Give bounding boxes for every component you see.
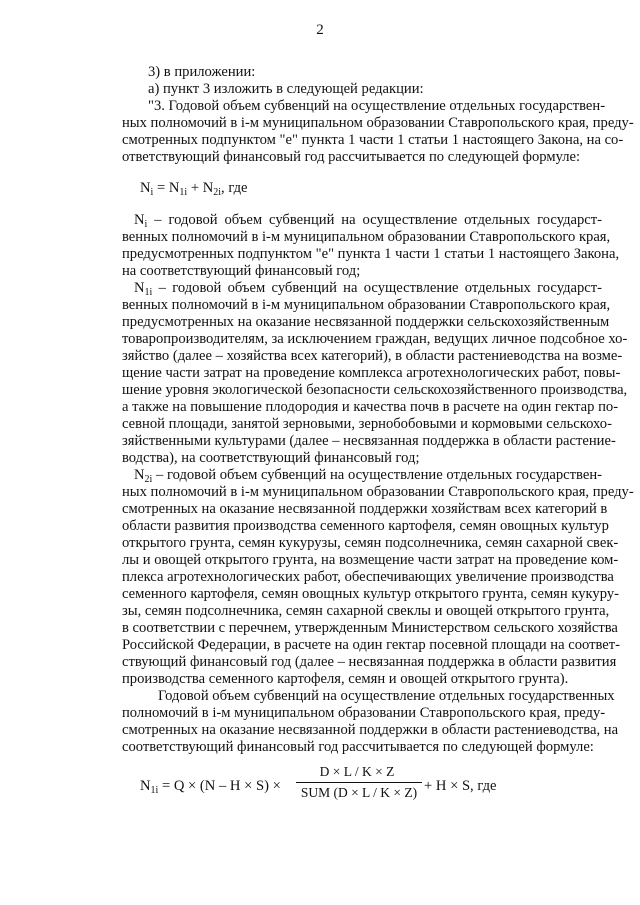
annual-para-line: полномочий в i-м муниципальном образовании Ставропольского края, преду-	[122, 705, 606, 721]
fraction-bar	[296, 782, 422, 783]
def-n1i-line: $N_{1i}$ – годовой объем субвенций на осуществление отдельных государст-	[134, 280, 602, 298]
def-n1i-line: зяйственными культурами (далее – несвязанная поддержка в области растение-	[122, 433, 616, 449]
def-n1i-line: предусмотренных на оказание несвязанной поддержки сельскохозяйственным	[122, 314, 610, 330]
def-n1i-line: водства), на соответствующий финансовый год;	[122, 450, 420, 466]
def-n2i-line: производства семенного картофеля, семян и овощей открытого грунта).	[122, 671, 569, 687]
def-n2i-line: $N_{2i}$ – годовой объем субвенций на осуществление отдельных государствен-	[134, 467, 602, 485]
formula2-denominator: SUM (D × L / K × Z)	[300, 785, 418, 800]
para3-line: ответствующий финансовый год рассчитывается по следующей формуле:	[122, 149, 581, 165]
def-ni-line: предусмотренных подпунктом "е" пункта 1 части 1 статьи 1 настоящего Закона,	[122, 246, 620, 262]
def-n2i-line: лы и овощей открытого грунта, на возмещение части затрат на проведение ком-	[122, 552, 619, 568]
def-n1i-line: товаропроизводителям, за исключением граждан, ведущих личное подсобное хо-	[122, 331, 628, 347]
def-ni-line: венных полномочий в i-м муниципальном образовании Ставропольского края,	[122, 229, 611, 245]
def-n2i-line: области развития производства семенного картофеля, семян овощных культур	[122, 518, 609, 534]
intro-line-1: 3) в приложении:	[148, 64, 256, 80]
formula2-lhs: $N_{1i} = Q \times (N - H \times S)$ ×	[140, 778, 281, 796]
def-n2i-line: семенного картофеля, семян овощных культур открытого грунта, семян кукуру-	[122, 586, 619, 602]
def-n2i-line: Российской Федерации, в расчете на один гектар посевной площади на соответ-	[122, 637, 621, 653]
def-n2i-line: зы, семян подсолнечника, семян сахарной свеклы и овощей открытого грунта,	[122, 603, 610, 619]
formula-1: $N_i = N_{1i} + N_{2i}$, где	[140, 180, 248, 198]
def-n1i-line: щение части затрат на проведение комплекса агротехнологических работ, повы-	[122, 365, 621, 381]
formula2-tail: + H × S, где	[424, 778, 497, 794]
def-n1i-line: а также на повышение плодородия и качества почв в расчете на один гектар по-	[122, 399, 619, 415]
def-n2i-line: плекса агротехнологических работ, обеспечивающих увеличение производства	[122, 569, 614, 585]
def-ni-line: $N_i$ – годовой объем субвенций на осуществление отдельных государст-	[134, 212, 602, 230]
annual-para-line: соответствующий финансовый год рассчитывается по следующей формуле:	[122, 739, 594, 755]
def-n2i-line: открытого грунта, семян кукурузы, семян подсолнечника, семян сахарной свек-	[122, 535, 619, 551]
def-ni-line: на соответствующий финансовый год;	[122, 263, 361, 279]
annual-para-line: смотренных на оказание несвязанной поддержки в области растениеводства, на	[122, 722, 619, 738]
def-n1i-line: венных полномочий в i-м муниципальном образовании Ставропольского края,	[122, 297, 611, 313]
annual-para-line: Годовой объем субвенций на осуществление отдельных государственных	[158, 688, 615, 704]
para3-line: ных полномочий в i-м муниципальном образовании Ставропольского края, преду-	[122, 115, 634, 131]
def-n2i-line: ных полномочий в i-м муниципальном образовании Ставропольского края, преду-	[122, 484, 634, 500]
def-n2i-line: в соответствии с перечнем, утвержденным Министерством сельского хозяйства	[122, 620, 618, 636]
def-n1i-line: севной площади, занятой зерновыми, зернобобовыми и кормовыми сельскохо-	[122, 416, 612, 432]
page-number: 2	[316, 22, 324, 38]
def-n1i-line: шение уровня экологической безопасности сельскохозяйственного производства,	[122, 382, 628, 398]
formula2-numerator: D × L / K × Z	[319, 764, 395, 779]
def-n1i-line: зяйство (далее – хозяйства всех категорий), в области растениеводства на возме-	[122, 348, 623, 364]
def-n2i-line: смотренных на оказание несвязанной поддержки хозяйствам всех категорий в	[122, 501, 608, 517]
def-n2i-line: ствующий финансовый год (далее – несвязанная поддержка в области развития	[122, 654, 617, 670]
para3-line: смотренных подпунктом "е" пункта 1 части 1 статьи 1 настоящего Закона, на со-	[122, 132, 624, 148]
intro-line-2: а) пункт 3 изложить в следующей редакции:	[148, 81, 424, 97]
para3-line: "3. Годовой объем субвенций на осуществление отдельных государствен-	[148, 98, 606, 114]
